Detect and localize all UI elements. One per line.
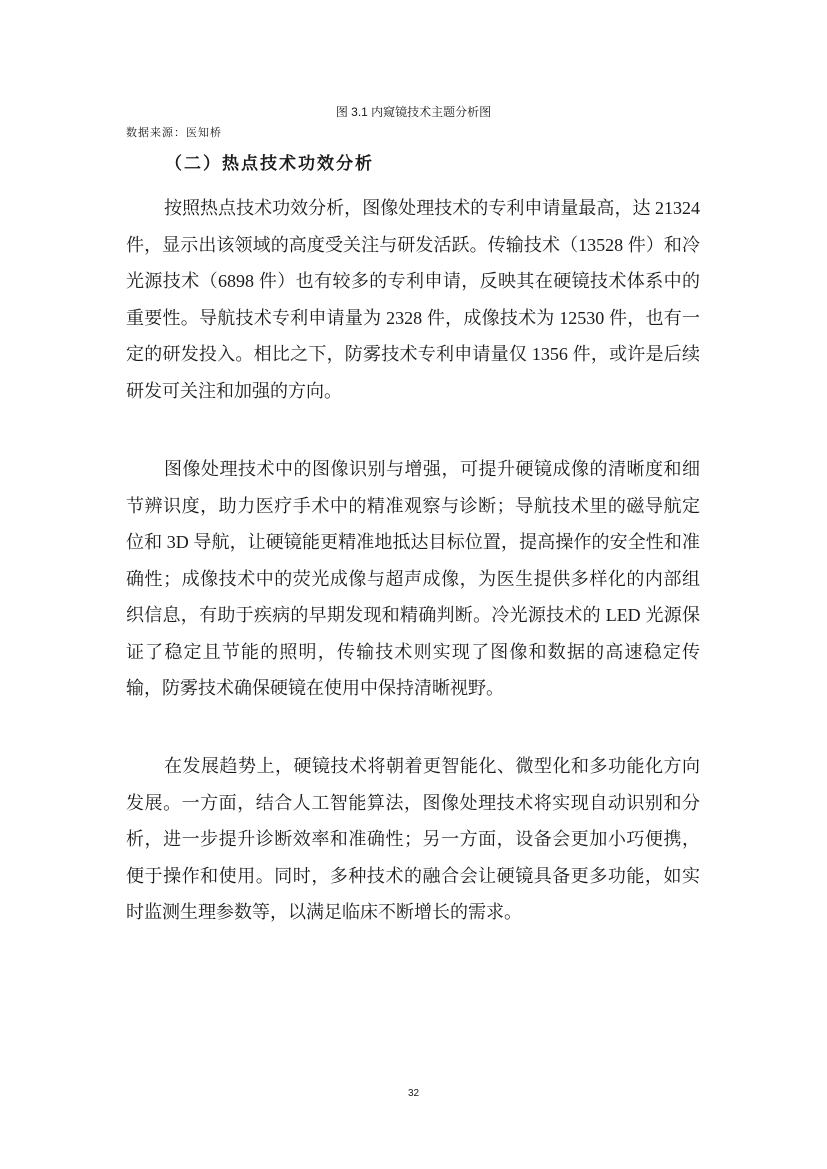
data-source-note: 数据来源：医知桥 [126,127,222,139]
paragraph-development-trend: 在发展趋势上，硬镜技术将朝着更智能化、微型化和多功能化方向发展。一方面，结合人工智能算法，图像处理技术将实现自动识别和分析，进一步提升诊断效率和准确性；另一方面，设备会更加小巧便携，便于操作和使用。同时，多种技术的融合会让硬镜具备更多功能，如实时监测生理参数等，以满足临床不断增长的需求。 [126,756,700,922]
figure-caption: 图 3.1 内窥镜技术主题分析图 [335,105,492,119]
paragraph-hotspot-analysis: 按照热点技术功效分析，图像处理技术的专利申请量最高，达 21324 件，显示出该领域的高度受关注与研发活跃。传输技术（13528 件）和冷光源技术（6898 件）也有较多的专利申请，反映其在硬镜技术体系中的重要性。导航技术专利申请量为 2328 件，成像技术为 12530 件，也有一定的研发投入。相比之下，防雾技术专利申请量仅 1356 件，或许是后续研发可关注和加强的方向。 [126,198,700,401]
paragraph-technology-details: 图像处理技术中的图像识别与增强，可提升硬镜成像的清晰度和细节辨识度，助力医疗手术中的精准观察与诊断；导航技术里的磁导航定位和 3D 导航，让硬镜能更精准地抵达目标位置，提高操作的安全性和准确性；成像技术中的荧光成像与超声成像，为医生提供多样化的内部组织信息，有助于疾病的早期发现和精确判断。冷光源技术的 LED 光源保证了稳定且节能的照明，传输技术则实现了图像和数据的高速稳定传输，防雾技术确保硬镜在使用中保持清晰视野。 [126,459,700,698]
section-heading: （二）热点技术功效分析 [165,154,374,174]
page-number: 32 [407,1088,420,1099]
